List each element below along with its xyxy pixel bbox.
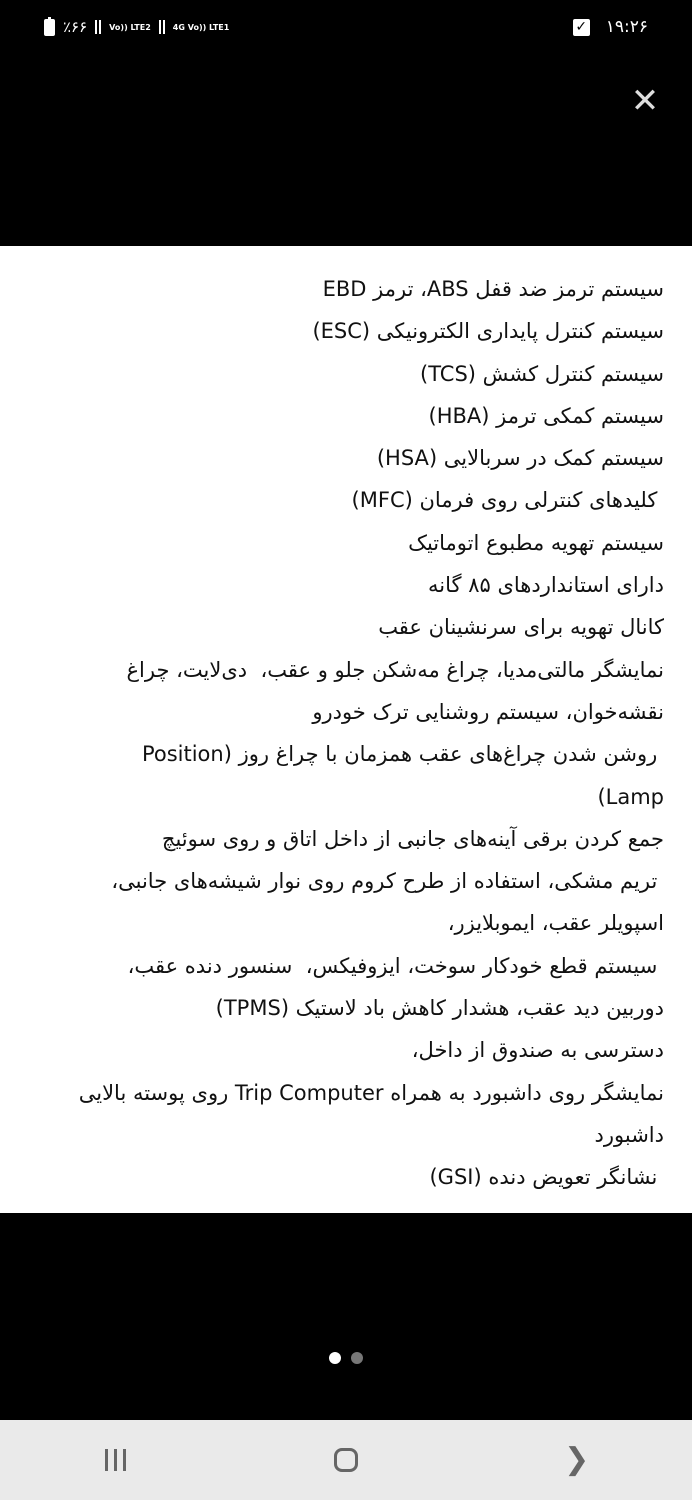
pager-dot[interactable] [351,1352,363,1364]
text-line: سیستم ترمز ضد قفل ABS، ترمز EBD [322,277,664,301]
text-line: کانال تهویه برای سرنشینان عقب [378,615,664,640]
back-icon: ❯ [564,1442,590,1477]
image-viewer-content[interactable] [0,246,692,1213]
feature-list-text [0,246,692,1199]
home-button[interactable] [316,1430,376,1490]
battery-level: ٪۶۶ [63,18,88,36]
home-icon [334,1448,358,1472]
text-line: سیستم کنترل کشش (TCS) [419,361,664,386]
text-line: سیستم قطع خودکار سوخت، ایزوفیکس، سنسور دنده عقب، [127,953,664,978]
text-line: دوربین دید عقب، هشدار کاهش باد لاستیک (TPMS) [215,996,664,1021]
status-right [573,17,648,37]
close-icon: ✕ [630,81,660,121]
text-line: سیستم کمکی ترمز (HBA) [428,403,664,428]
recents-button[interactable] [85,1430,145,1490]
pager-dot[interactable] [329,1352,341,1364]
sim2-label: 4G Vo)) LTE1 [172,22,230,32]
text-line: دسترسی به صندوق از داخل، [411,1038,664,1063]
text-line: داشبورد [594,1122,664,1147]
text-line: اسپویلر عقب، ایموبلایزر، [447,911,664,936]
pager-indicator [0,1352,692,1364]
navigation-bar [0,1420,692,1500]
text-line: جمع کردن برقی آینه‌های جانبی از داخل اتاق و روی سوئیچ [161,826,664,851]
text-line: نقشه‌خوان، سیستم روشنایی ترک خودرو [312,699,664,724]
text-line: تریم مشکی، استفاده از طرح کروم روی نوار شیشه‌های جانبی، [111,869,664,894]
status-bar [0,0,692,54]
close-button[interactable] [626,82,664,120]
sim1-label: Vo)) LTE2 [109,22,151,32]
text-line: سیستم کنترل پایداری الکترونیکی (ESC) [312,319,664,344]
text-line: سیستم تهویه مطبوع اتوماتیک [408,530,664,555]
text-line: دارای استانداردهای ۸۵ گانه [428,573,664,598]
signal-icon [159,20,165,34]
text-line: نمایشگر روی داشبورد به همراه Trip Computer روی پوسته بالایی [78,1080,664,1105]
clock: ۱۹:۲۶ [605,17,648,37]
text-line: Lamp) [597,784,664,809]
text-line: نشانگر تعویض دنده (GSI) [429,1165,664,1190]
recents-icon [105,1449,126,1471]
text-line: نمایشگر مالتی‌مدیا، چراغ مه‌شکن جلو و عقب، دی‌لایت، چراغ [126,657,664,682]
signal-icon [95,20,101,34]
battery-icon [44,19,55,36]
status-left [44,18,229,36]
check-notification-icon: ✓ [573,19,590,36]
text-line: سیستم کمک در سربالایی (HSA) [376,446,664,471]
back-button[interactable] [547,1430,607,1490]
text-line: روشن شدن چراغ‌های عقب همزمان با چراغ روز (Position [141,742,664,767]
text-line: کلیدهای کنترلی روی فرمان (MFC) [351,488,664,513]
